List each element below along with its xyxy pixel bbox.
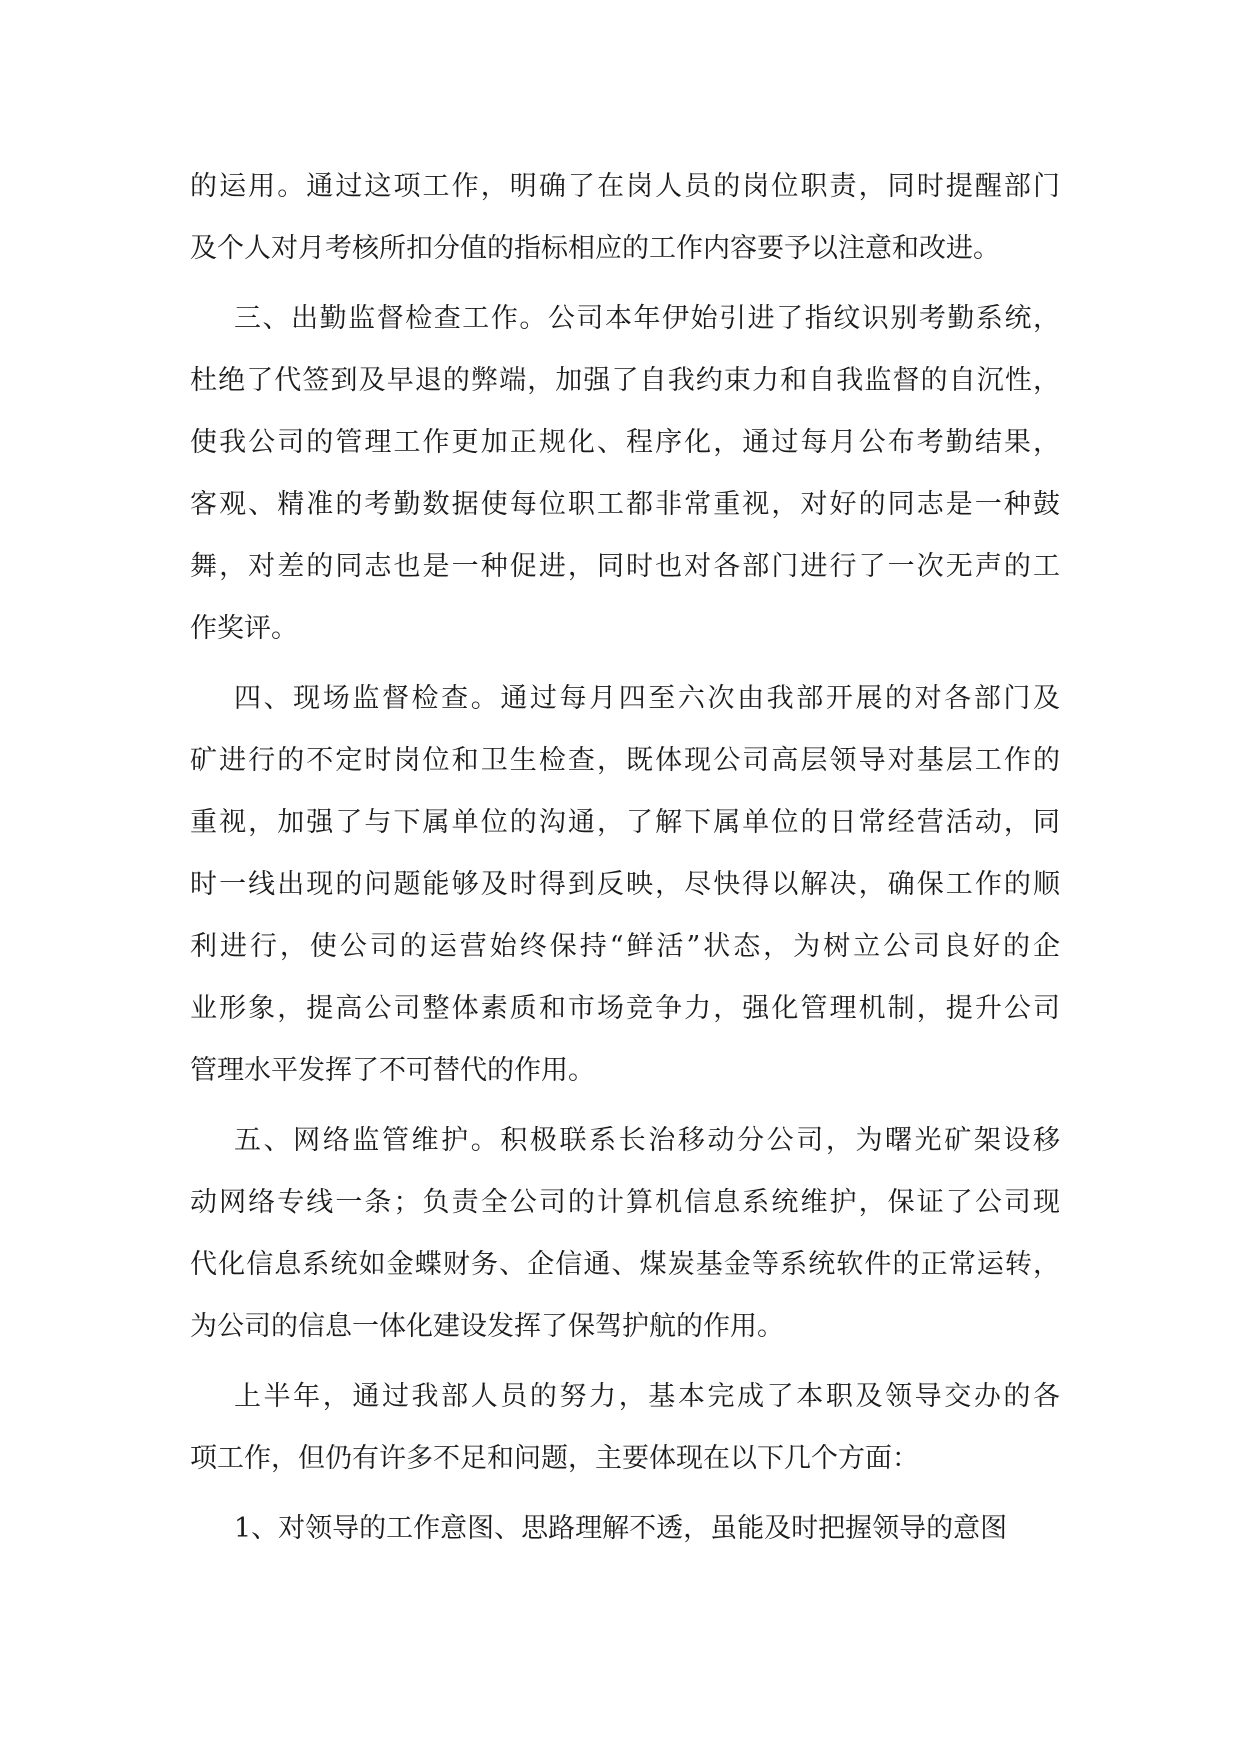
text-line: 使我公司的管理工作更加正规化、程序化，通过每月公布考勤结果，: [190, 427, 1060, 458]
text-line: 项工作，但仍有许多不足和问题，主要体现在以下几个方面：: [190, 1443, 919, 1474]
text-line: 代化信息系统如金蝶财务、企信通、煤炭基金等系统软件的正常运转，: [190, 1249, 1060, 1280]
paragraph: [190, 288, 1060, 660]
text-line: 上半年，通过我部人员的努力，基本完成了本职及领导交办的各: [234, 1381, 1060, 1412]
text-line: 1、对领导的工作意图、思路理解不透，虽能及时把握领导的意图: [234, 1513, 1008, 1544]
paragraph: [190, 156, 1060, 280]
text-line: 时一线出现的问题能够及时得到反映，尽快得以解决，确保工作的顺: [190, 869, 1060, 900]
body-text: [190, 156, 1060, 1560]
text-line: 矿进行的不定时岗位和卫生检查，既体现公司高层领导对基层工作的: [190, 745, 1060, 776]
text-line: 三、出勤监督检查工作。公司本年伊始引进了指纹识别考勤系统，: [234, 303, 1060, 334]
text-line: 管理水平发挥了不可替代的作用。: [190, 1055, 595, 1086]
text-line: 为公司的信息一体化建设发挥了保驾护航的作用。: [190, 1311, 784, 1342]
text-line: 动网络专线一条；负责全公司的计算机信息系统维护，保证了公司现: [190, 1187, 1060, 1218]
text-line: 杜绝了代签到及早退的弊端，加强了自我约束力和自我监督的自沉性，: [190, 365, 1060, 396]
paragraph: [190, 1498, 1060, 1560]
paragraph: [190, 1366, 1060, 1490]
paragraph: [190, 1110, 1060, 1358]
text-line: 五、网络监管维护。积极联系长治移动分公司，为曙光矿架设移: [234, 1125, 1060, 1156]
text-line: 及个人对月考核所扣分值的指标相应的工作内容要予以注意和改进。: [190, 233, 1000, 264]
paragraph: [190, 668, 1060, 1102]
text-line: 舞，对差的同志也是一种促进，同时也对各部门进行了一次无声的工: [190, 551, 1060, 582]
text-line: 作奖评。: [190, 613, 298, 644]
text-line: 的运用。通过这项工作，明确了在岗人员的岗位职责，同时提醒部门: [190, 171, 1060, 202]
text-line: 利进行，使公司的运营始终保持“鲜活”状态，为树立公司良好的企: [190, 931, 1060, 962]
text-line: 重视，加强了与下属单位的沟通，了解下属单位的日常经营活动，同: [190, 807, 1060, 838]
text-line: 客观、精准的考勤数据使每位职工都非常重视，对好的同志是一种鼓: [190, 489, 1060, 520]
text-line: 四、现场监督检查。通过每月四至六次由我部开展的对各部门及: [234, 683, 1060, 714]
text-line: 业形象，提高公司整体素质和市场竞争力，强化管理机制，提升公司: [190, 993, 1060, 1024]
